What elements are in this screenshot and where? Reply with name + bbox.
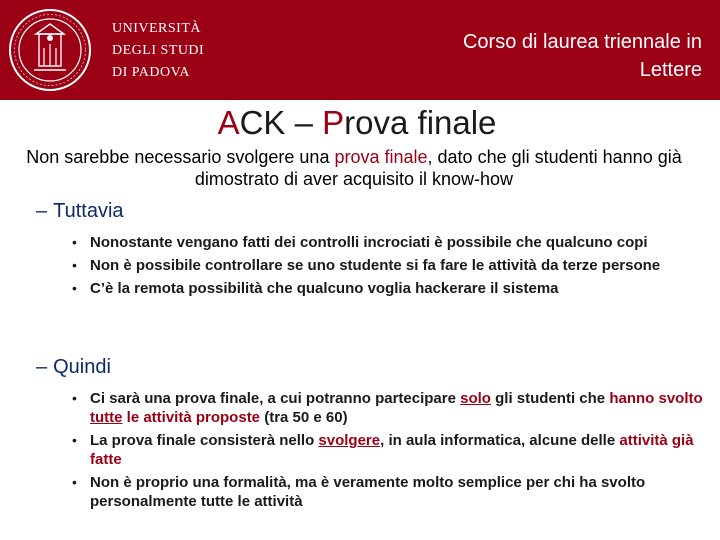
list-item-text: Ci sarà una prova finale, a cui potranno partecipare (90, 390, 461, 407)
title-part: CK – (239, 104, 323, 141)
university-seal-icon (8, 8, 92, 92)
list-item-text: Nonostante vengano fatti dei controlli incrociati è possibile che qualcuno copi (90, 234, 648, 251)
bullet-dot-icon: • (72, 432, 77, 448)
section-heading-text: Quindi (53, 356, 111, 378)
list-item-highlight: solo (460, 390, 491, 407)
university-name-line-3: DI PADOVA (112, 65, 191, 80)
list-item-text: Non è proprio una formalità, ma è veramente molto semplice per chi ha svolto personalmente tutte le attività (90, 474, 646, 510)
section-heading-text: Tuttavia (53, 200, 124, 222)
list-item-text: C’è la remota possibilità che qualcuno voglia hackerare il sistema (90, 280, 559, 297)
bullet-dot-icon: • (72, 257, 77, 273)
intro-text: , dato che gli studenti hanno già dimostrato di aver acquisito il know-how (194, 147, 682, 189)
university-name-line-2: DEGLI STUDI (112, 43, 205, 58)
list-item (66, 279, 706, 298)
course-title (342, 28, 702, 84)
list-item-highlight: svolgere (318, 432, 381, 449)
course-title-line-1: Corso di laurea triennale in (462, 31, 702, 53)
intro-highlight: prova finale (334, 147, 428, 167)
title-part: rova finale (344, 104, 497, 141)
header-banner (0, 0, 720, 100)
list-item-text: Non è possibile controllare se uno studente si fa fare le attività da terze persone (90, 257, 661, 274)
section-heading-tuttavia (36, 199, 124, 223)
university-name (112, 18, 232, 84)
course-title-line-2: Lettere (639, 59, 702, 81)
list-item-text: gli studenti che (490, 390, 610, 407)
bullet-dot-icon: • (72, 474, 77, 490)
list-item-highlight: attività già fatte (90, 432, 694, 468)
intro-text: Non sarebbe necessario svolgere una (26, 147, 335, 167)
bullet-list-quindi (66, 389, 706, 515)
list-item (66, 233, 706, 252)
section-heading-quindi (36, 355, 111, 379)
list-item-highlight: hanno svolto (609, 390, 703, 407)
list-item-text: La prova finale consisterà nello (90, 432, 319, 449)
list-item-text: (tra 50 e 60) (260, 409, 348, 426)
dash-marker: – (36, 200, 48, 222)
slide-title (0, 103, 714, 143)
list-item-text: , in aula informatica, alcune delle (380, 432, 620, 449)
list-item-highlight: tutte (90, 409, 123, 426)
list-item (66, 256, 706, 275)
title-part: A (217, 104, 240, 141)
bullet-dot-icon: • (72, 234, 77, 250)
title-part: P (322, 104, 345, 141)
dash-marker: – (36, 356, 48, 378)
intro-paragraph (4, 146, 704, 190)
university-name-line-1: UNIVERSITÀ (112, 21, 201, 36)
list-item (66, 473, 706, 511)
list-item-highlight: le attività proposte (122, 409, 261, 426)
bullet-dot-icon: • (72, 280, 77, 296)
list-item (66, 431, 706, 469)
list-item (66, 389, 706, 427)
bullet-list-tuttavia (66, 233, 706, 302)
bullet-dot-icon: • (72, 390, 77, 406)
